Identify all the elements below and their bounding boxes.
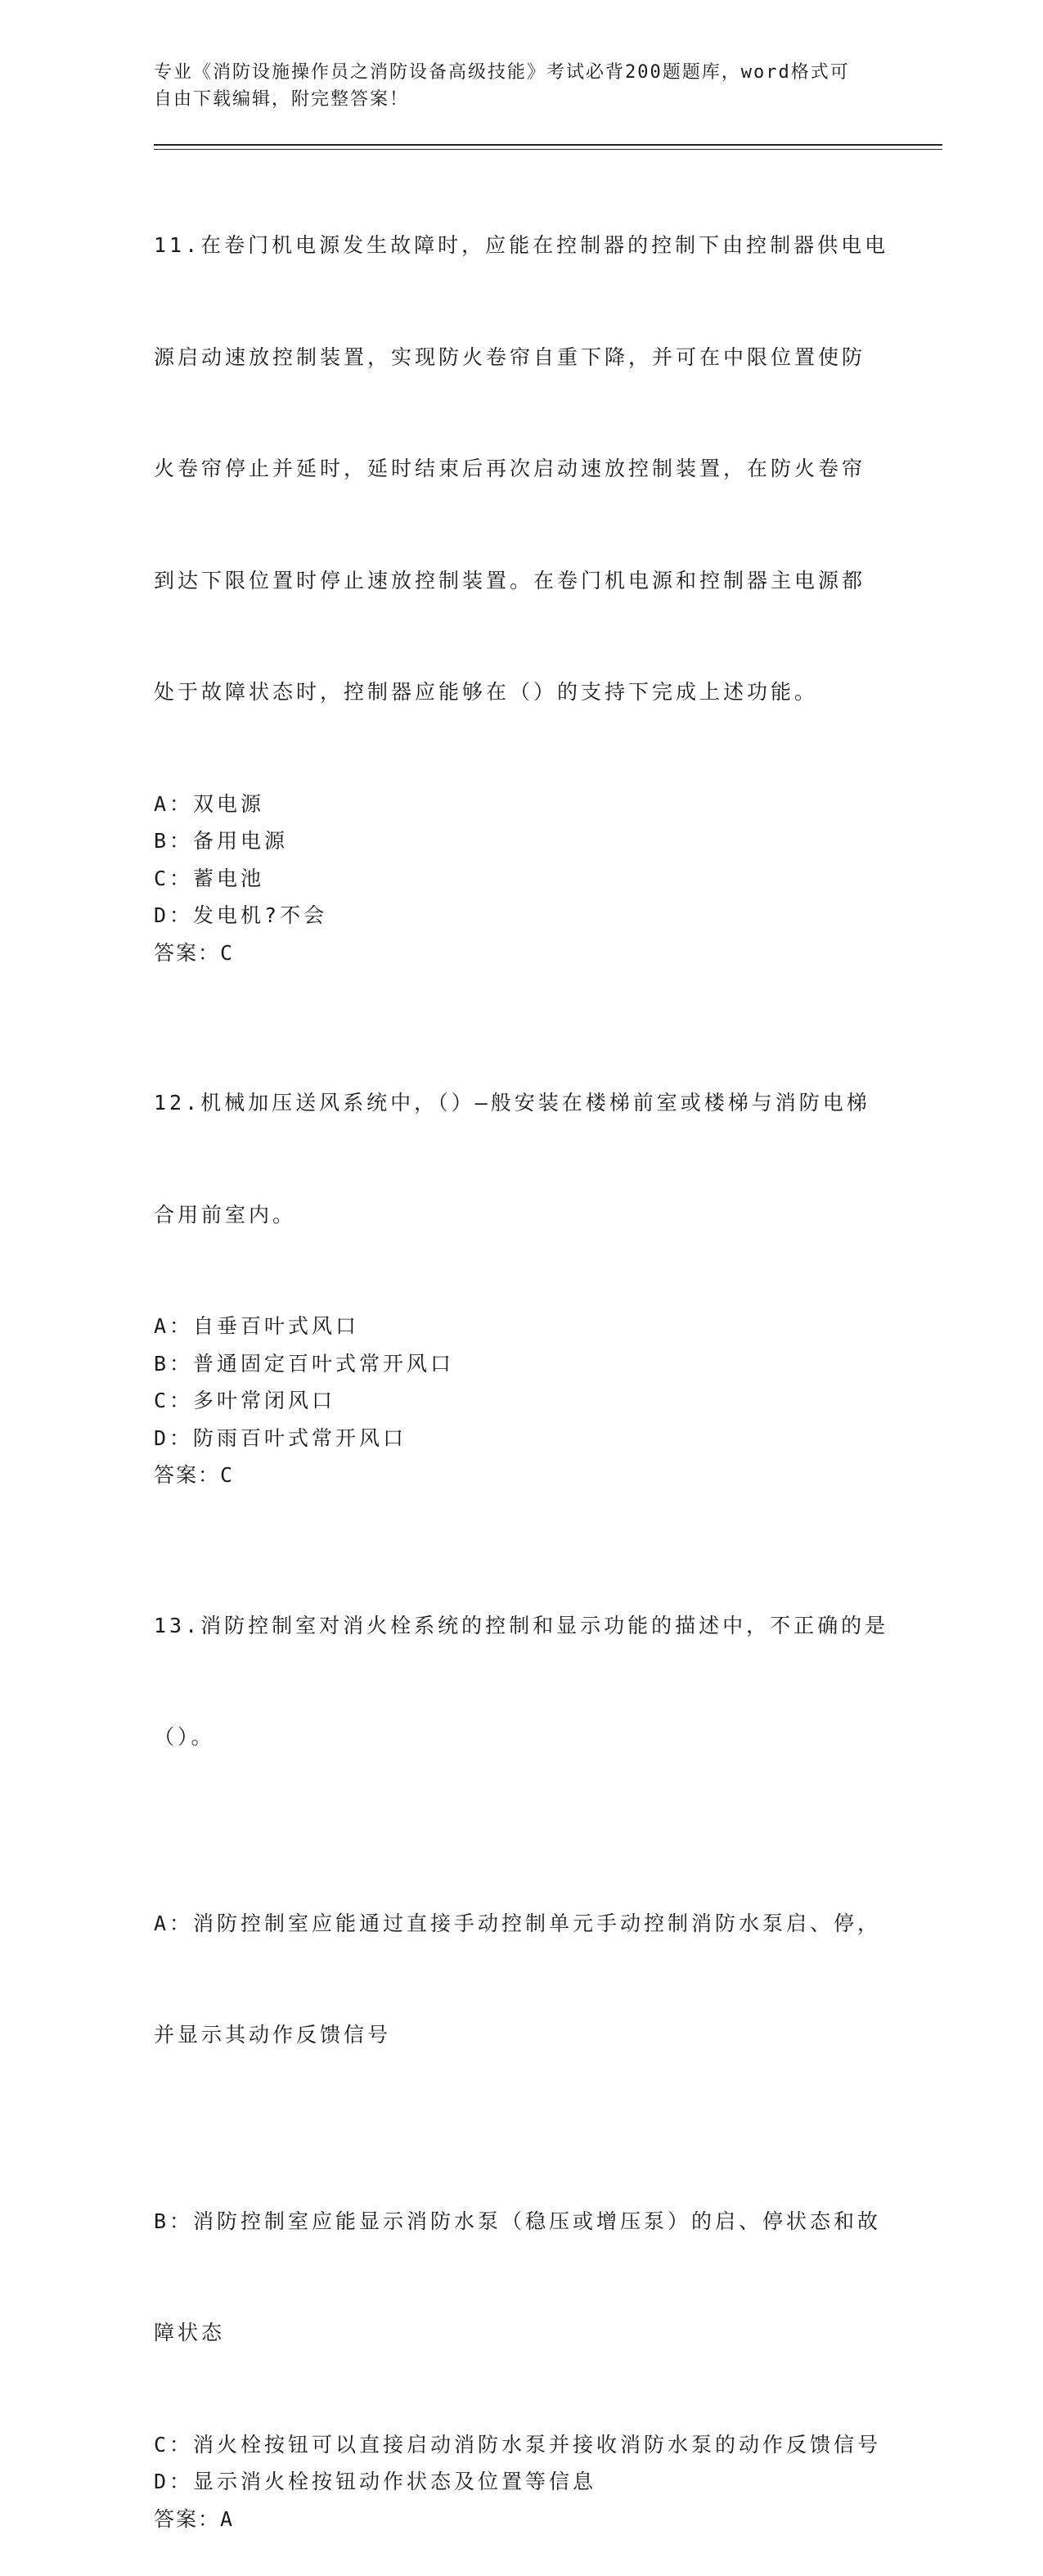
- question-list: [154, 152, 890, 2576]
- option-c: C：消火栓按钮可以直接启动消防水泵并接收消防水泵的动作反馈信号: [154, 2432, 882, 2457]
- option-d: D：显示消火栓按钮动作状态及位置等信息: [154, 2470, 597, 2493]
- stem-line: 12.机械加压送风系统中，（）—般安装在楼梯前室或楼梯与消防电梯: [154, 1091, 870, 1115]
- stem-line: 火卷帘停止并延时，延时结束后再次启动速放控制装置，在防火卷帘: [154, 457, 866, 480]
- answer-label: 答案：: [154, 2506, 221, 2531]
- header-line-2: 自由下载编辑，附完整答案！: [154, 89, 410, 110]
- question-stem: [154, 1533, 890, 1831]
- option-b: B：备用电源: [154, 829, 289, 853]
- question-11: [154, 152, 890, 971]
- option-c: C：多叶常闭风口: [154, 1389, 336, 1412]
- question-stem: [154, 152, 890, 786]
- stem-line: 到达下限位置时停止速放控制装置。在卷门机电源和控制器主电源都: [154, 568, 866, 592]
- answer-value: A: [220, 2506, 235, 2531]
- option-d: D：发电机?不会: [154, 903, 328, 927]
- option-c: C：蓄电池: [154, 866, 265, 890]
- stem-line: 合用前室内。: [154, 1202, 297, 1227]
- question-12: [154, 1010, 890, 1494]
- option-line: 并显示其动作反馈信号: [154, 2023, 392, 2047]
- header-divider-thin: [154, 149, 942, 150]
- document-header: [154, 59, 890, 113]
- stem-line: 处于故障状态时，控制器应能够在（）的支持下完成上述功能。: [154, 680, 819, 704]
- stem-line: 源启动速放控制装置，实现防火卷帘自重下降，并可在中限位置使防: [154, 345, 866, 369]
- option-a: A：自垂百叶式风口: [154, 1314, 360, 1338]
- answer-line: [154, 934, 890, 972]
- header-line-1: 专业《消防设施操作员之消防设备高级技能》考试必背200题题库，word格式可: [154, 62, 850, 83]
- stem-line: 13.消防控制室对消火栓系统的控制和显示功能的描述中，不正确的是: [154, 1613, 889, 1637]
- option-a: A：双电源: [154, 791, 265, 816]
- stem-line: 11.在卷门机电源发生故障时，应能在控制器的控制下由控制器供电电: [154, 233, 889, 257]
- answer-line: [154, 2501, 890, 2538]
- stem-line: （）。: [154, 1725, 215, 1749]
- answer-value: C: [220, 940, 235, 965]
- option-b: [154, 2128, 890, 2426]
- answer-label: 答案：: [154, 1463, 221, 1487]
- option-a: [154, 1831, 890, 2128]
- header-divider-thick: [154, 144, 942, 146]
- option-b: B：普通固定百叶式常开风口: [154, 1351, 455, 1376]
- option-line: A：消防控制室应能通过直接手动控制单元手动控制消防水泵启、停，: [154, 1911, 882, 1935]
- question-13: [154, 1533, 890, 2538]
- answer-line: [154, 1457, 890, 1494]
- question-stem: [154, 1010, 890, 1308]
- answer-label: 答案：: [154, 940, 221, 965]
- answer-value: C: [220, 1463, 235, 1487]
- option-line: 障状态: [154, 2321, 226, 2344]
- option-line: B：消防控制室应能显示消防水泵（稳压或增压泵）的启、停状态和故: [154, 2209, 882, 2233]
- option-d: D：防雨百叶式常开风口: [154, 1425, 407, 1450]
